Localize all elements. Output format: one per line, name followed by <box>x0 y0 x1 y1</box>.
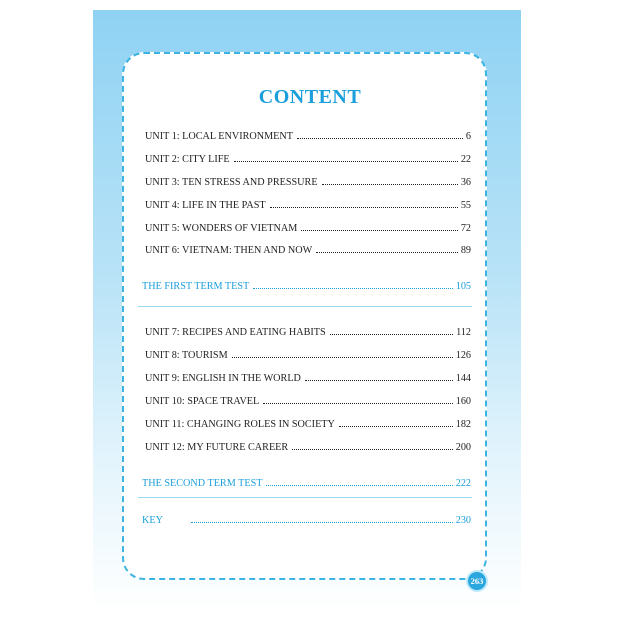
dot-leader <box>270 207 458 208</box>
toc-entry-label: UNIT 12: MY FUTURE CAREER <box>145 442 289 453</box>
toc-entry-page: 55 <box>460 200 471 211</box>
toc-entry-second-term-test <box>142 473 471 489</box>
toc-entry-page: 126 <box>455 350 471 361</box>
toc-entry-label: UNIT 1: LOCAL ENVIRONMENT <box>145 131 293 142</box>
toc-entry-unit-9 <box>145 368 471 384</box>
toc-entry-page: 144 <box>455 373 471 384</box>
section-divider <box>138 306 472 307</box>
toc-entry-unit-4 <box>145 195 471 211</box>
toc-entry-page: 36 <box>460 177 471 188</box>
toc-entry-label: UNIT 10: SPACE TRAVEL <box>145 396 260 407</box>
toc-entry-page: 200 <box>455 442 471 453</box>
dot-leader <box>297 138 463 139</box>
dot-leader <box>316 252 458 253</box>
toc-entry-page: 160 <box>455 396 471 407</box>
toc-entry-unit-11 <box>145 414 471 430</box>
dot-leader <box>305 380 453 381</box>
toc-entry-label: UNIT 6: VIETNAM: THEN AND NOW <box>145 245 313 256</box>
toc-entry-key <box>142 510 471 526</box>
toc-entry-label: THE FIRST TERM TEST <box>142 281 250 292</box>
toc-entry-page: 222 <box>455 478 471 489</box>
toc-entry-page: 72 <box>460 223 471 234</box>
dot-leader <box>330 334 453 335</box>
dot-leader <box>339 426 453 427</box>
toc-entry-page: 22 <box>460 154 471 165</box>
toc-entry-label: UNIT 4: LIFE IN THE PAST <box>145 200 266 211</box>
toc-entry-page: 182 <box>455 419 471 430</box>
toc-entry-unit-2 <box>145 149 471 165</box>
dot-leader <box>253 288 452 289</box>
toc-entry-label: UNIT 8: TOURISM <box>145 350 228 361</box>
toc-entry-unit-3 <box>145 172 471 188</box>
toc-entry-label: KEY <box>142 515 163 526</box>
toc-entry-unit-7 <box>145 322 471 338</box>
toc-entry-label: UNIT 5: WONDERS OF VIETNAM <box>145 223 298 234</box>
dot-leader <box>266 485 452 486</box>
section-divider <box>138 497 472 498</box>
page-title: CONTENT <box>258 86 362 108</box>
page-number-badge: 263 <box>466 570 488 592</box>
dot-leader <box>232 357 453 358</box>
dot-leader <box>322 184 458 185</box>
toc-entry-page: 105 <box>455 281 471 292</box>
toc-entry-label: UNIT 2: CITY LIFE <box>145 154 230 165</box>
toc-entry-label: THE SECOND TERM TEST <box>142 478 263 489</box>
toc-entry-unit-12 <box>145 437 471 453</box>
dot-leader <box>234 161 458 162</box>
toc-entry-page: 6 <box>465 131 471 142</box>
toc-entry-unit-6 <box>145 240 471 256</box>
toc-entry-unit-8 <box>145 345 471 361</box>
toc-entry-label: UNIT 7: RECIPES AND EATING HABITS <box>145 327 326 338</box>
toc-entry-unit-1 <box>145 126 471 142</box>
dot-leader <box>263 403 452 404</box>
toc-entry-unit-10 <box>145 391 471 407</box>
dot-leader <box>301 230 458 231</box>
toc-entry-first-term-test <box>142 276 471 292</box>
toc-entry-label: UNIT 3: TEN STRESS AND PRESSURE <box>145 177 318 188</box>
toc-entry-unit-5 <box>145 218 471 234</box>
toc-entry-label: UNIT 9: ENGLISH IN THE WORLD <box>145 373 301 384</box>
toc-entry-page: 89 <box>460 245 471 256</box>
toc-entry-label: UNIT 11: CHANGING ROLES IN SOCIETY <box>145 419 335 430</box>
dot-leader <box>292 449 453 450</box>
dot-leader <box>191 522 453 523</box>
toc-entry-page: 230 <box>455 515 471 526</box>
toc-entry-page: 112 <box>456 327 471 338</box>
